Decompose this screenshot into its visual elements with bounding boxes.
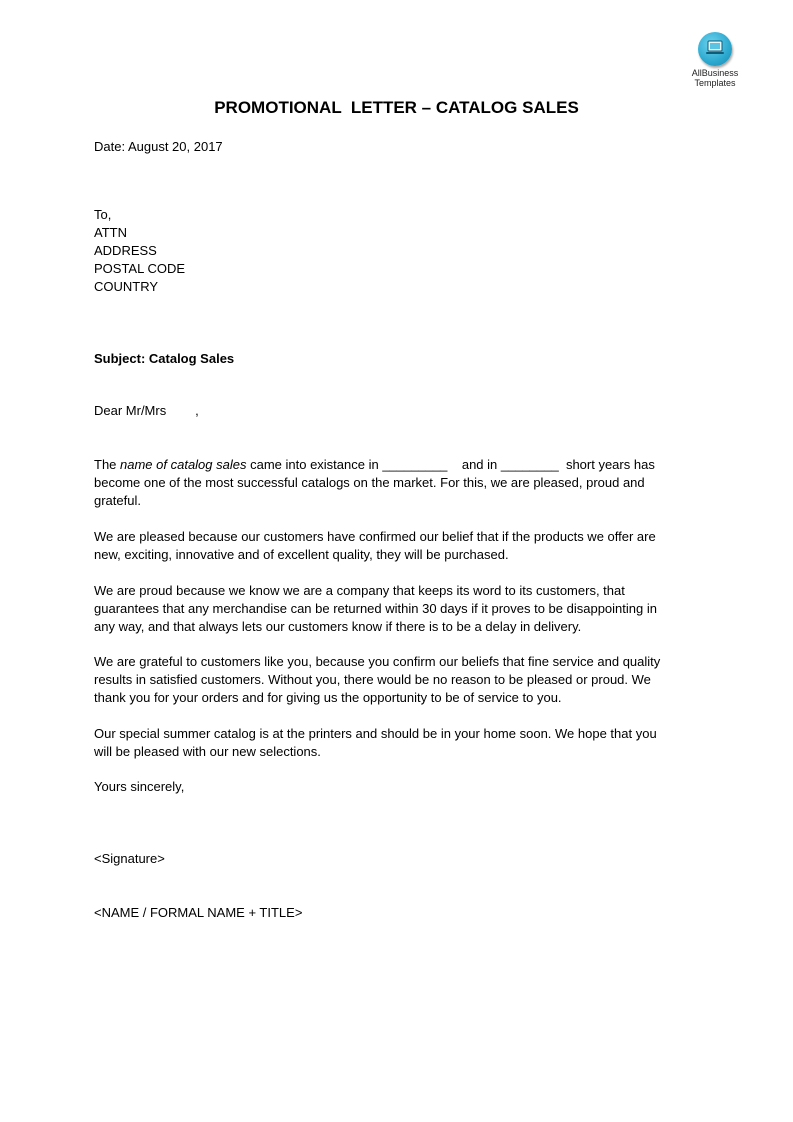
paragraph-2-line-1: We are pleased because our customers have confirmed our belief that if the products we offer are (94, 529, 656, 544)
recipient-country: COUNTRY (94, 279, 159, 294)
recipient-address: ADDRESS (94, 243, 157, 258)
paragraph-1-lead: The (94, 457, 121, 472)
paragraph-4-line-1: We are grateful to customers like you, because you confirm our beliefs that fine service and quality (94, 654, 661, 669)
logo-text-line2: Templates (694, 78, 736, 88)
paragraph-4-line-2: results in satisfied customers. Without you, there would be no reason to be pleased or proud. We (94, 672, 651, 687)
paragraph-3 (94, 582, 699, 636)
paragraph-3-line-3: any way, and that always lets our customers know if there is to be a delay in delivery. (94, 619, 582, 634)
paragraph-1-part-2: came into existance in _________ and in ________ short years has (246, 457, 655, 472)
name-title-placeholder: <NAME / FORMAL NAME + TITLE> (94, 905, 303, 920)
paragraph-3-line-1: We are proud because we know we are a company that keeps its word to its customers, that (94, 583, 625, 598)
logo-text-line1: AllBusiness (691, 68, 739, 78)
salutation: Dear Mr/Mrs , (94, 403, 199, 418)
paragraph-5-line-2: will be pleased with our new selections. (94, 744, 321, 759)
paragraph-4-line-3: thank you for your orders and for giving us the opportunity to be of service to you. (94, 690, 562, 705)
logo-badge (698, 32, 732, 66)
paragraph-1-line-1 (94, 456, 699, 474)
letter-title: PROMOTIONAL LETTER – CATALOG SALES (214, 98, 579, 117)
company-logo (688, 32, 742, 88)
signature-placeholder: <Signature> (94, 851, 165, 866)
paragraph-4 (94, 653, 699, 707)
date-line: Date: August 20, 2017 (94, 139, 223, 154)
paragraph-1 (94, 456, 699, 510)
paragraph-1-line-2: become one of the most successful catalogs on the market. For this, we are pleased, proud and (94, 475, 645, 490)
subject-line: Subject: Catalog Sales (94, 351, 235, 366)
recipient-to: To, (94, 207, 112, 222)
paragraph-2 (94, 528, 699, 564)
paragraph-5-line-1: Our special summer catalog is at the printers and should be in your home soon. We hope that you (94, 726, 657, 741)
recipient-postal-code: POSTAL CODE (94, 261, 186, 276)
recipient-attn: ATTN (94, 225, 127, 240)
closing: Yours sincerely, (94, 779, 185, 794)
catalog-name-placeholder: name of catalog sales (120, 457, 247, 472)
paragraph-3-line-2: guarantees that any merchandise can be returned within 30 days if it proves to be disappointing in (94, 601, 657, 616)
paragraph-1-line-3: grateful. (94, 493, 141, 508)
laptop-icon (705, 40, 725, 56)
paragraph-2-line-2: new, exciting, innovative and of excellent quality, they will be purchased. (94, 547, 509, 562)
paragraph-5 (94, 725, 699, 761)
